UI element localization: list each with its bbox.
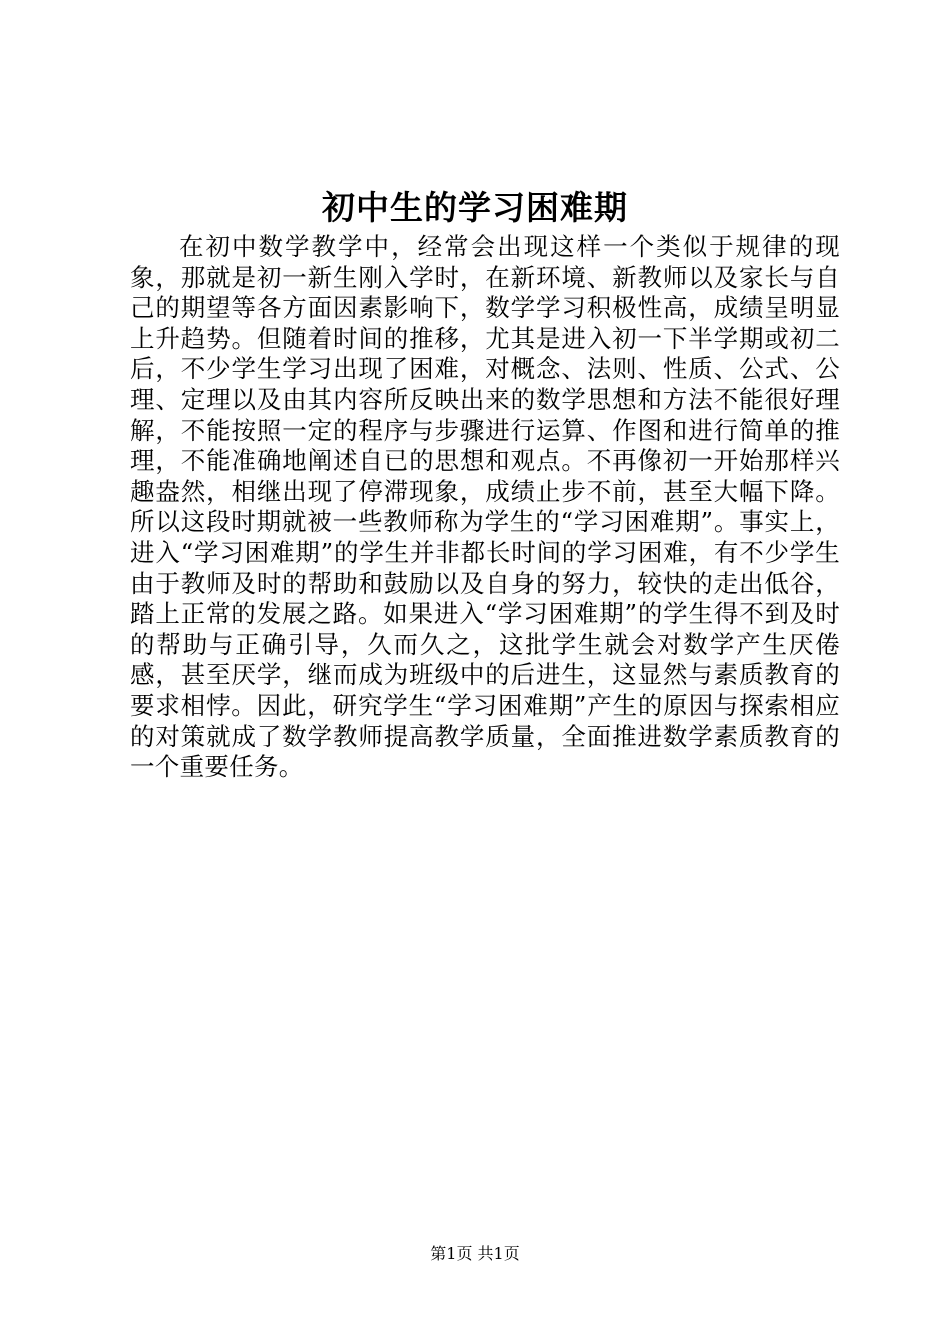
body-paragraph: 在初中数学教学中，经常会出现这样一个类似于规律的现象，那就是初一新生刚入学时，在新环境、新教师以及家长与自己的期望等各方面因素影响下，数学学习积极性高，成绩呈明显上升趋势。但随着时间的推移，尤其是进入初一下半学期或初二后，不少学生学习出现了困难，对概念、法则、性质、公式、公理、定理以及由其内容所反映出来的数学思想和方法不能很好理解，不能按照一定的程序与步骤进行运算、作图和进行简单的推理，不能准确地阐述自已的思想和观点。不再像初一开始那样兴趣盎然，相继出现了停滞现象，成绩止步不前，甚至大幅下降。所以这段时期就被一些教师称为学生的“学习困难期”。事实上，进入“学习困难期”的学生并非都长时间的学习困难，有不少学生由于教师及时的帮助和鼓励以及自身的努力，较快的走出低谷，踏上正常的发展之路。如果进入“学习困难期”的学生得不到及时的帮助与正确引导，久而久之，这批学生就会对数学产生厌倦感，甚至厌学，继而成为班级中的后进生，这显然与素质教育的要求相悖。因此，研究学生“学习困难期”产生的原因与探索相应的对策就成了数学教师提高教学质量，全面推进数学素质教育的一个重要任务。 xyxy=(130,232,840,782)
page-number-footer: 第1页 共1页 xyxy=(430,1244,520,1263)
document-title: 初中生的学习困难期 xyxy=(322,188,628,227)
